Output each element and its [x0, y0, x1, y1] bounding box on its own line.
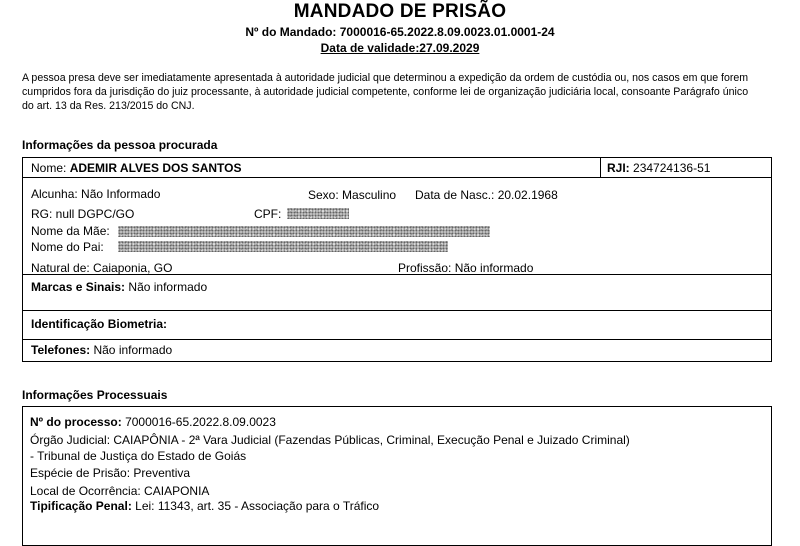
cpf-label: CPF:: [254, 207, 282, 221]
naturalidade: Natural de: Caiaponia, GO: [31, 261, 173, 275]
validity-date: [0, 41, 800, 55]
tipificacao-label: Tipificação Penal:: [30, 499, 132, 513]
tipificacao-value: Lei: 11343, art. 35 - Associação para o Tráfico: [135, 499, 380, 513]
alcunha: Alcunha: Não Informado: [31, 187, 161, 201]
pai-label: Nome do Pai:: [31, 240, 104, 254]
name-label: Nome:: [31, 161, 67, 175]
pai-redaction: [118, 241, 448, 252]
marcas-value: Não informado: [128, 280, 208, 294]
person-section-title: Informações da pessoa procurada: [22, 138, 218, 152]
tipificacao-field: [30, 499, 379, 513]
validity-date-text: Data de validade:27.09.2029: [320, 41, 480, 55]
process-section-title: Informações Processuais: [22, 388, 168, 402]
name-value: ADEMIR ALVES DOS SANTOS: [69, 161, 242, 175]
processo-field: [30, 415, 276, 429]
processo-value: 7000016-65.2022.8.09.0023: [125, 415, 276, 429]
rg: RG: null DGPC/GO: [31, 207, 135, 221]
marcas-label: Marcas e Sinais:: [31, 280, 126, 294]
profissao: Profissão: Não informado: [398, 261, 534, 275]
tribunal: - Tribunal de Justiça do Estado de Goiás: [30, 449, 247, 463]
telefones-value: Não informado: [93, 343, 173, 357]
telefones-field: [31, 343, 172, 357]
mandado-number: Nº do Mandado: 7000016-65.2022.8.09.0023.01.0001-24: [245, 25, 555, 39]
orgao-judicial: Órgão Judicial: CAIAPÔNIA - 2ª Vara Judicial (Fazendas Públicas, Criminal, Execução Penal e Juizado Criminal): [30, 433, 630, 447]
mae-redaction: [118, 226, 490, 237]
rji-value: 234724136-51: [633, 161, 711, 175]
sexo: Sexo: Masculino: [308, 188, 397, 202]
mae-label: Nome da Mãe:: [31, 224, 110, 238]
biometria-label: Identificação Biometria:: [31, 317, 168, 331]
rji-label: RJI:: [607, 161, 630, 175]
local-ocorrencia: Local de Ocorrência: CAIAPONIA: [30, 484, 210, 498]
especie-prisao: Espécie de Prisão: Preventiva: [30, 466, 191, 480]
cpf-redaction: [287, 208, 349, 219]
rji-field: [607, 161, 710, 175]
processo-label: Nº do processo:: [30, 415, 122, 429]
telefones-label: Telefones:: [31, 343, 91, 357]
intro-paragraph: A pessoa presa deve ser imediatamente apresentada à autoridade judicial que determinou a expedição da ordem de custódia ou, nos casos em que forem cumpridos fora da jurisdição do juiz processante, à autoridade judicial competente, conforme lei de organização judiciária local, consoante Parágrafo único do art. 13 da Res. 213/2015 do CNJ.: [22, 72, 749, 112]
data-nascimento: Data de Nasc.: 20.02.1968: [415, 188, 558, 202]
name-field: [31, 161, 241, 175]
document-title: MANDADO DE PRISÃO: [293, 1, 507, 22]
marcas-field: [31, 280, 207, 294]
name-rji-divider: [600, 157, 601, 178]
